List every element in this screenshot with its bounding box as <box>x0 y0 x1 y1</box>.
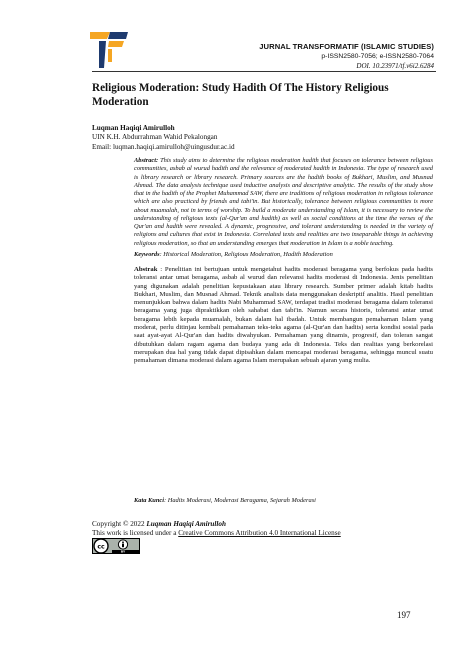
keywords-label: Keywords <box>134 251 160 258</box>
license-prefix: This work is licensed under a <box>92 529 177 537</box>
kata-kunci <box>134 497 434 505</box>
abstract-text: This study aims to determine the religious moderation hadith that focuses on tolerance between religious communities, asbab al wurud hadith and the relevance of moderated hadith in Indonesia. The type of research used is library research or library research. Primary sources are the hadith books of Bukhari, Muslim, and Musnad Ahmad. The data analysis technique used inductive analysis and descriptive analytic. The results of the study show that in the hadith of the Prophet Muhammad SAW, there are traditions of religious moderation in religious tolerance which are also practiced by friends and tabi'in. But historically, tolerance between religious communities is more about muamalah, not in terms of worship. To build a moderate understanding of Islam, it is necessary to review the understanding of religious texts (al-Qur'an and hadith) as well as social conditions at the time the verses of the Qur'an and hadith were revealed. A dynamic, progressive, and tolerant understanding is needed in the variety of religions and cultures that exist in Indonesia. Correlated texts and realities are two inseparable things in achieving religious moderation, so that an understanding emerges that moderation in Islam is a noble teaching. <box>134 157 433 247</box>
abstrak-label: Abstrak <box>134 266 158 273</box>
copyright-holder: Luqman Haqiqi Amirulloh <box>146 520 227 528</box>
logo-orange-stem <box>108 49 112 62</box>
author-block <box>92 124 392 152</box>
author-name: Luqman Haqiqi Amirulloh <box>92 124 175 132</box>
kata-kunci-text: : Hadits Moderasi, Moderasi Beragama, Sejarah Moderasi <box>164 497 316 504</box>
logo-navy-stem <box>99 41 106 68</box>
keywords <box>134 251 434 259</box>
journal-logo <box>90 32 128 68</box>
page-number: 197 <box>397 610 411 620</box>
cc-person-body <box>122 544 124 548</box>
abstract-indonesian <box>134 266 433 366</box>
abstract-label: Abstract: <box>134 157 159 164</box>
copyright-line <box>92 520 402 529</box>
cc-by-text: BY <box>120 549 126 554</box>
journal-name: JURNAL TRANSFORMATIF (ISLAMIC STUDIES) <box>259 42 434 51</box>
journal-header <box>174 42 434 70</box>
header-divider <box>92 71 436 72</box>
cc-badge-strip <box>112 550 139 553</box>
author-affiliation: UIN K.H. Abdurrahman Wahid Pekalongan <box>92 133 218 142</box>
cc-by-badge-icon[interactable] <box>92 538 140 554</box>
abstrak-text: : Penelitian ini bertujuan untuk mengetahui hadits moderasi beragama yang berfokus pada hadits toleransi antar umat beragama, asbab al wurud dan relevansi hadits moderasi di Indonesia. Jenis penelitian yang digunakan adalah penelitian kepustakaan atau library research. Sumber primer adalah kitab hadits Bukhari, Muslim, dan Musnad Ahmad. Teknik analisis data menggunakan deskriptif analitis. Hasil penelitian menunjukkan bahwa dalam hadits Nabi Muhammad SAW, terdapat tradisi moderasi beragama dalam toleransi beragama yang juga dipraktikkan oleh sahabat dan tabi'in. Namun secara historis, toleransi antar umat beragama lebih kepada muamalah, bukan dalam hal ibadah. Untuk membangun pemahaman Islam yang moderat, perlu ditinjau kembali pemahaman teks-teks agama (al-Qur'an dan hadits) serta kondisi sosial pada saat ayat-ayat Al-Qur'an dan hadits diwahyukan. Pemahaman yang dinamis, progresif, dan toleran sangat dibutuhkan dalam ragam agama dan budaya yang ada di Indonesia. Teks dan realitas yang berkorelasi merupakan dua hal yang tidak dapat dipisahkan dalam mencapai moderasi beragama, sehingga muncul suatu pemahaman dimana moderasi dalam agama Islam merupakan sebuah ajaran yang mulia. <box>134 266 433 365</box>
copyright-block <box>92 520 402 538</box>
cc-text: cc <box>97 543 105 551</box>
license-link[interactable]: Creative Commons Attribution 4.0 International License <box>178 529 341 537</box>
license-line <box>92 529 402 538</box>
author-email[interactable]: Email: luqman.haqiqi.amirulloh@uingusdur.ac.id <box>92 142 235 151</box>
logo-orange-mid <box>108 41 124 47</box>
copyright-prefix: Copyright © 2022 <box>92 520 145 528</box>
cc-person-head <box>122 541 124 543</box>
logo-navy-bar <box>108 32 128 39</box>
abstract-english <box>134 157 433 248</box>
journal-issn: p-ISSN2580-7056; e-ISSN2580-7064 <box>321 53 434 60</box>
keywords-text: : Historical Moderation, Religious Moderation, Hadith Moderation <box>159 251 333 258</box>
paper-title: Religious Moderation: Study Hadith Of The History Religious Moderation <box>92 82 389 108</box>
logo-orange-bar <box>90 32 110 39</box>
kata-kunci-label: Kata Kunci <box>134 497 165 504</box>
journal-doi: DOI. 10.23971/tf.v6i2.6284 <box>356 62 434 70</box>
